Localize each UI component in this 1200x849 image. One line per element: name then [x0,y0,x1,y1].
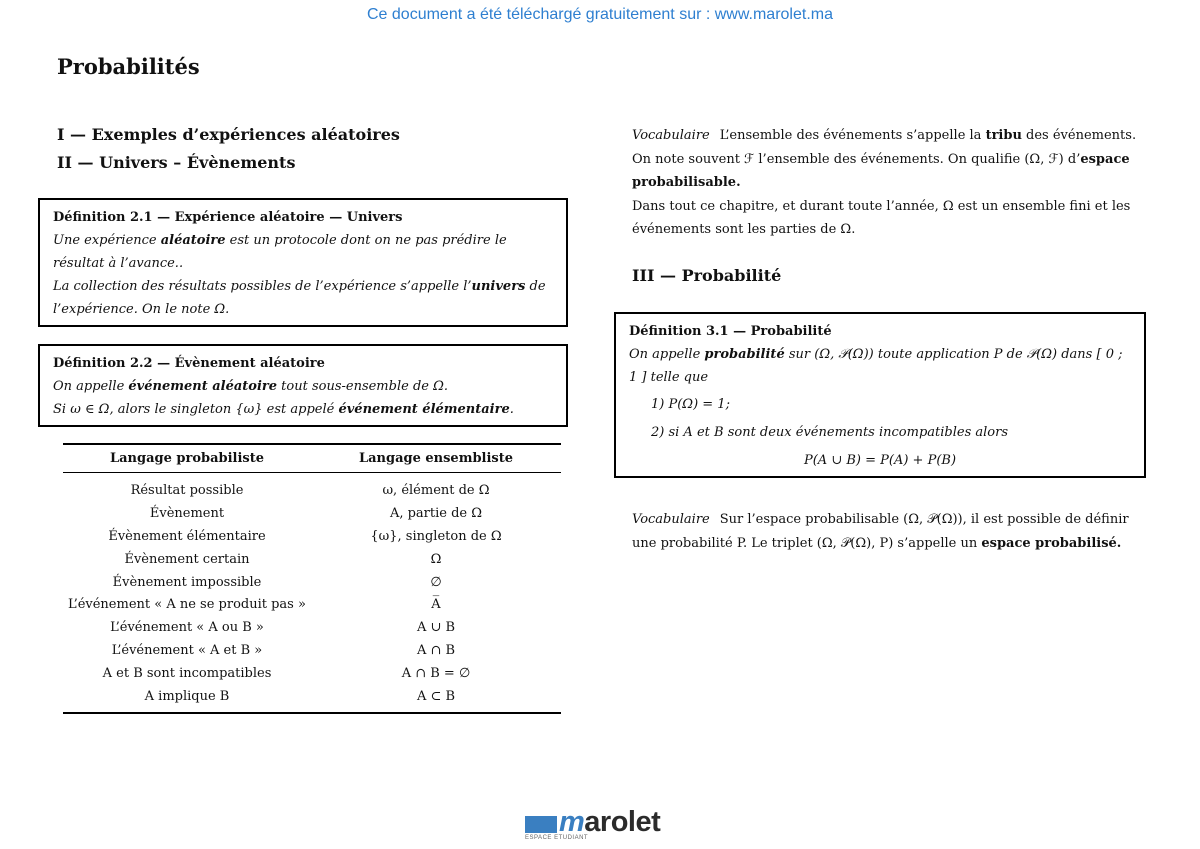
definition-text: Une expérience aléatoire est un protocole dont on ne pas prédire le résultat à l’avance.. [53,233,507,271]
definition-text: La collection des résultats possibles de l’expérience s’appelle l’univers de l’expérience. On le note Ω. [53,279,546,317]
left-column [53,124,587,704]
additivity-formula: P(A ∪ B) = P(A) + P(B) [803,453,957,468]
logo-tagline: ESPACE ETUDIANT [525,835,589,841]
definition-title: Définition 2.1 — Expérience aléatoire — Univers [53,210,403,225]
table-cell: L’événement « A ne se produit pas » [68,597,306,613]
list-item: 1) P(Ω) = 1; [651,397,730,412]
list-item: 2) si A et B sont deux événements incompatibles alors [651,425,1009,440]
vocabulary-label: Vocabulaire [632,128,710,143]
definition-title: Définition 3.1 — Probabilité [629,324,832,339]
table-cell: A ⊂ B [311,685,561,713]
table-cell: A̅ [431,597,441,613]
table-cell: Résultat possible [130,482,244,498]
definition-text: Si ω ∈ Ω, alors le singleton {ω} est appelé événement élémentaire. [53,402,514,417]
table-row [63,616,561,639]
table-header-probabilistic: Langage probabiliste [63,444,311,473]
table-row [63,502,561,525]
table-cell: Évènement certain [124,551,250,567]
table-row [63,685,561,713]
table-cell: L’événement « A et B » [111,643,263,659]
table-cell: Évènement [149,505,225,521]
section-2-heading: II — Univers – Évènements [57,153,296,172]
table-row [63,473,561,502]
table-row [63,571,561,594]
table-cell: A et B sont incompatibles [102,666,272,682]
vocabulary-paragraph-probability-space: Vocabulaire Sur l’espace probabilisable (Ω, 𝒫(Ω)), il est possible de définir une probabilité P. Le triplet (Ω, 𝒫(Ω), P) s’appelle un espace probabilisé. [632,512,1129,551]
table-cell: A ∩ B [416,643,456,659]
table-cell: Évènement impossible [112,574,262,590]
table-row [63,662,561,685]
table-header-set: Langage ensembliste [311,444,561,473]
definition-title: Définition 2.2 — Évènement aléatoire [53,356,325,371]
table-cell: A ∩ B = ∅ [401,666,471,682]
table-cell: Évènement élémentaire [108,528,266,544]
table-cell: L’événement « A ou B » [110,620,264,636]
table-cell: {ω}, singleton de Ω [370,528,502,544]
download-banner[interactable]: Ce document a été téléchargé gratuitement sur : www.marolet.ma [367,6,833,23]
definition-2-2-box [38,344,568,427]
right-column [629,124,1148,551]
table-cell: ω, élément de Ω [382,482,490,498]
section-3-heading: III — Probabilité [632,266,782,285]
logo-mark-icon [525,816,557,833]
section-1-heading: I — Exemples d’expériences aléatoires [57,125,400,144]
table-cell: A ∪ B [416,620,456,636]
definition-text: On appelle événement aléatoire tout sous-ensemble de Ω. [53,379,448,394]
logo-wordmark: marolet [559,806,661,838]
definition-3-1-box [614,312,1146,478]
marolet-logo[interactable] [525,808,685,844]
vocabulary-paragraph-tribu: Vocabulaire L’ensemble des événements s’appelle la tribu des événements. On note souvent ℱ l’ensemble des événements. On qualifie (Ω, ℱ) d’espace probabilisable. [632,128,1137,190]
table-cell: Ω [430,551,442,567]
table-cell: ∅ [430,574,442,590]
vocabulary-paragraph-finite: Dans tout ce chapitre, et durant toute l’année, Ω est un ensemble fini et les événements sont les parties de Ω. [632,198,1131,237]
definition-conditions-list [629,393,1131,444]
table-header-row [63,444,561,473]
table-row [63,639,561,662]
page-title: Probabilités [57,54,200,79]
vocabulary-label: Vocabulaire [632,512,710,527]
table-cell: A implique B [63,685,311,713]
language-correspondence-table [63,443,561,714]
table-cell: A, partie de Ω [389,505,483,521]
definition-text: On appelle probabilité sur (Ω, 𝒫(Ω)) toute application P de 𝒫(Ω) dans [ 0 ; 1 ] telle que [629,347,1123,385]
table-row [63,593,561,616]
table-row [63,548,561,571]
definition-2-1-box [38,198,568,327]
table-row [63,525,561,548]
